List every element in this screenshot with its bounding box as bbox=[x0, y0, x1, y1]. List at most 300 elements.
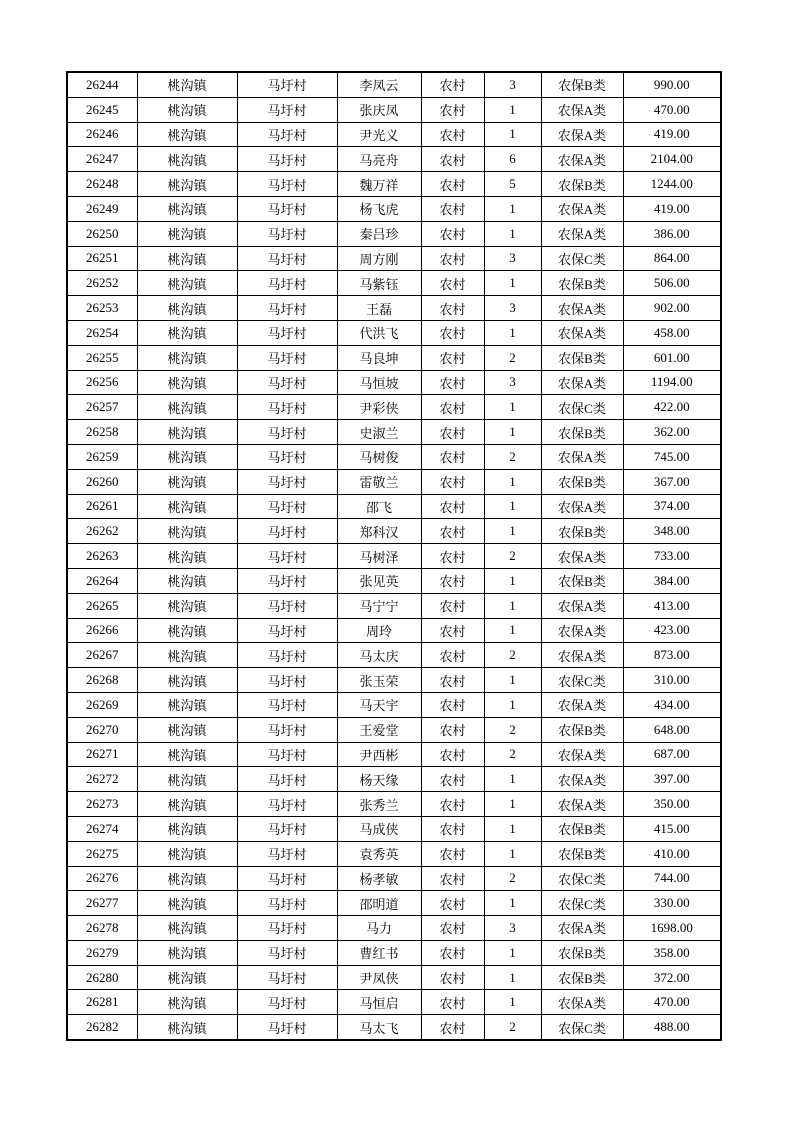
town-cell: 桃沟镇 bbox=[137, 692, 237, 717]
village-cell: 马圩村 bbox=[237, 196, 337, 221]
town-cell: 桃沟镇 bbox=[137, 345, 237, 370]
count-cell: 1 bbox=[484, 494, 541, 519]
town-cell: 桃沟镇 bbox=[137, 172, 237, 197]
village-cell: 马圩村 bbox=[237, 246, 337, 271]
type-cell: 农村 bbox=[421, 841, 484, 866]
name-cell: 马树俊 bbox=[337, 444, 421, 469]
category-cell: 农保C类 bbox=[541, 246, 623, 271]
serial-number-cell: 26255 bbox=[67, 345, 137, 370]
table-row bbox=[67, 742, 721, 767]
town-cell: 桃沟镇 bbox=[137, 816, 237, 841]
amount-cell: 397.00 bbox=[623, 767, 721, 792]
serial-number-cell: 26281 bbox=[67, 990, 137, 1015]
category-cell: 农保A类 bbox=[541, 990, 623, 1015]
category-cell: 农保B类 bbox=[541, 568, 623, 593]
serial-number-cell: 26244 bbox=[67, 72, 137, 97]
name-cell: 杨天缘 bbox=[337, 767, 421, 792]
serial-number-cell: 26270 bbox=[67, 717, 137, 742]
name-cell: 王磊 bbox=[337, 296, 421, 321]
serial-number-cell: 26275 bbox=[67, 841, 137, 866]
count-cell: 2 bbox=[484, 643, 541, 668]
town-cell: 桃沟镇 bbox=[137, 866, 237, 891]
category-cell: 农保B类 bbox=[541, 940, 623, 965]
village-cell: 马圩村 bbox=[237, 717, 337, 742]
category-cell: 农保C类 bbox=[541, 395, 623, 420]
category-cell: 农保B类 bbox=[541, 345, 623, 370]
table-row bbox=[67, 296, 721, 321]
serial-number-cell: 26254 bbox=[67, 320, 137, 345]
name-cell: 秦吕珍 bbox=[337, 221, 421, 246]
town-cell: 桃沟镇 bbox=[137, 668, 237, 693]
amount-cell: 419.00 bbox=[623, 122, 721, 147]
name-cell: 郑科汉 bbox=[337, 519, 421, 544]
amount-cell: 902.00 bbox=[623, 296, 721, 321]
village-cell: 马圩村 bbox=[237, 792, 337, 817]
village-cell: 马圩村 bbox=[237, 72, 337, 97]
name-cell: 魏万祥 bbox=[337, 172, 421, 197]
village-cell: 马圩村 bbox=[237, 965, 337, 990]
count-cell: 1 bbox=[484, 668, 541, 693]
town-cell: 桃沟镇 bbox=[137, 420, 237, 445]
town-cell: 桃沟镇 bbox=[137, 469, 237, 494]
town-cell: 桃沟镇 bbox=[137, 940, 237, 965]
type-cell: 农村 bbox=[421, 1015, 484, 1040]
table-row bbox=[67, 221, 721, 246]
village-cell: 马圩村 bbox=[237, 916, 337, 941]
village-cell: 马圩村 bbox=[237, 296, 337, 321]
category-cell: 农保A类 bbox=[541, 296, 623, 321]
serial-number-cell: 26269 bbox=[67, 692, 137, 717]
name-cell: 雷敬兰 bbox=[337, 469, 421, 494]
town-cell: 桃沟镇 bbox=[137, 147, 237, 172]
serial-number-cell: 26280 bbox=[67, 965, 137, 990]
category-cell: 农保A类 bbox=[541, 742, 623, 767]
table-row bbox=[67, 345, 721, 370]
type-cell: 农村 bbox=[421, 196, 484, 221]
type-cell: 农村 bbox=[421, 395, 484, 420]
town-cell: 桃沟镇 bbox=[137, 767, 237, 792]
name-cell: 李凤云 bbox=[337, 72, 421, 97]
table-row bbox=[67, 544, 721, 569]
type-cell: 农村 bbox=[421, 816, 484, 841]
records-table-body bbox=[67, 72, 721, 1040]
table-row bbox=[67, 767, 721, 792]
table-row bbox=[67, 618, 721, 643]
table-row bbox=[67, 668, 721, 693]
village-cell: 马圩村 bbox=[237, 271, 337, 296]
amount-cell: 419.00 bbox=[623, 196, 721, 221]
amount-cell: 410.00 bbox=[623, 841, 721, 866]
table-row bbox=[67, 643, 721, 668]
amount-cell: 1698.00 bbox=[623, 916, 721, 941]
category-cell: 农保B类 bbox=[541, 420, 623, 445]
type-cell: 农村 bbox=[421, 221, 484, 246]
count-cell: 6 bbox=[484, 147, 541, 172]
name-cell: 张庆凤 bbox=[337, 97, 421, 122]
serial-number-cell: 26258 bbox=[67, 420, 137, 445]
town-cell: 桃沟镇 bbox=[137, 221, 237, 246]
name-cell: 袁秀英 bbox=[337, 841, 421, 866]
count-cell: 1 bbox=[484, 196, 541, 221]
serial-number-cell: 26249 bbox=[67, 196, 137, 221]
type-cell: 农村 bbox=[421, 122, 484, 147]
name-cell: 张见英 bbox=[337, 568, 421, 593]
name-cell: 杨飞虎 bbox=[337, 196, 421, 221]
amount-cell: 458.00 bbox=[623, 320, 721, 345]
town-cell: 桃沟镇 bbox=[137, 72, 237, 97]
count-cell: 1 bbox=[484, 816, 541, 841]
amount-cell: 348.00 bbox=[623, 519, 721, 544]
amount-cell: 733.00 bbox=[623, 544, 721, 569]
count-cell: 3 bbox=[484, 916, 541, 941]
village-cell: 马圩村 bbox=[237, 692, 337, 717]
amount-cell: 413.00 bbox=[623, 593, 721, 618]
serial-number-cell: 26257 bbox=[67, 395, 137, 420]
village-cell: 马圩村 bbox=[237, 221, 337, 246]
category-cell: 农保A类 bbox=[541, 122, 623, 147]
table-row bbox=[67, 792, 721, 817]
count-cell: 1 bbox=[484, 891, 541, 916]
category-cell: 农保A类 bbox=[541, 320, 623, 345]
type-cell: 农村 bbox=[421, 668, 484, 693]
serial-number-cell: 26250 bbox=[67, 221, 137, 246]
village-cell: 马圩村 bbox=[237, 370, 337, 395]
name-cell: 周玲 bbox=[337, 618, 421, 643]
count-cell: 1 bbox=[484, 618, 541, 643]
name-cell: 邵飞 bbox=[337, 494, 421, 519]
town-cell: 桃沟镇 bbox=[137, 196, 237, 221]
village-cell: 马圩村 bbox=[237, 147, 337, 172]
village-cell: 马圩村 bbox=[237, 444, 337, 469]
village-cell: 马圩村 bbox=[237, 990, 337, 1015]
serial-number-cell: 26266 bbox=[67, 618, 137, 643]
type-cell: 农村 bbox=[421, 147, 484, 172]
amount-cell: 434.00 bbox=[623, 692, 721, 717]
village-cell: 马圩村 bbox=[237, 568, 337, 593]
category-cell: 农保A类 bbox=[541, 97, 623, 122]
town-cell: 桃沟镇 bbox=[137, 296, 237, 321]
village-cell: 马圩村 bbox=[237, 1015, 337, 1040]
type-cell: 农村 bbox=[421, 866, 484, 891]
count-cell: 2 bbox=[484, 345, 541, 370]
type-cell: 农村 bbox=[421, 891, 484, 916]
town-cell: 桃沟镇 bbox=[137, 320, 237, 345]
village-cell: 马圩村 bbox=[237, 420, 337, 445]
count-cell: 1 bbox=[484, 593, 541, 618]
village-cell: 马圩村 bbox=[237, 593, 337, 618]
name-cell: 尹彩侠 bbox=[337, 395, 421, 420]
count-cell: 1 bbox=[484, 469, 541, 494]
amount-cell: 358.00 bbox=[623, 940, 721, 965]
amount-cell: 470.00 bbox=[623, 990, 721, 1015]
serial-number-cell: 26256 bbox=[67, 370, 137, 395]
table-row bbox=[67, 519, 721, 544]
count-cell: 2 bbox=[484, 717, 541, 742]
table-row bbox=[67, 841, 721, 866]
table-row bbox=[67, 172, 721, 197]
village-cell: 马圩村 bbox=[237, 940, 337, 965]
table-row bbox=[67, 122, 721, 147]
count-cell: 2 bbox=[484, 444, 541, 469]
count-cell: 3 bbox=[484, 246, 541, 271]
type-cell: 农村 bbox=[421, 345, 484, 370]
name-cell: 杨孝敏 bbox=[337, 866, 421, 891]
count-cell: 1 bbox=[484, 990, 541, 1015]
category-cell: 农保A类 bbox=[541, 494, 623, 519]
name-cell: 马恒启 bbox=[337, 990, 421, 1015]
amount-cell: 873.00 bbox=[623, 643, 721, 668]
amount-cell: 2104.00 bbox=[623, 147, 721, 172]
type-cell: 农村 bbox=[421, 246, 484, 271]
category-cell: 农保B类 bbox=[541, 841, 623, 866]
type-cell: 农村 bbox=[421, 420, 484, 445]
town-cell: 桃沟镇 bbox=[137, 519, 237, 544]
type-cell: 农村 bbox=[421, 469, 484, 494]
count-cell: 3 bbox=[484, 296, 541, 321]
table-row bbox=[67, 593, 721, 618]
name-cell: 代洪飞 bbox=[337, 320, 421, 345]
name-cell: 马天宇 bbox=[337, 692, 421, 717]
serial-number-cell: 26268 bbox=[67, 668, 137, 693]
category-cell: 农保A类 bbox=[541, 593, 623, 618]
name-cell: 尹凤侠 bbox=[337, 965, 421, 990]
amount-cell: 687.00 bbox=[623, 742, 721, 767]
table-row bbox=[67, 97, 721, 122]
name-cell: 张秀兰 bbox=[337, 792, 421, 817]
type-cell: 农村 bbox=[421, 940, 484, 965]
table-row bbox=[67, 395, 721, 420]
category-cell: 农保A类 bbox=[541, 916, 623, 941]
category-cell: 农保B类 bbox=[541, 172, 623, 197]
records-table bbox=[66, 71, 722, 1041]
name-cell: 邵明道 bbox=[337, 891, 421, 916]
category-cell: 农保B类 bbox=[541, 271, 623, 296]
town-cell: 桃沟镇 bbox=[137, 246, 237, 271]
village-cell: 马圩村 bbox=[237, 668, 337, 693]
type-cell: 农村 bbox=[421, 519, 484, 544]
serial-number-cell: 26264 bbox=[67, 568, 137, 593]
amount-cell: 422.00 bbox=[623, 395, 721, 420]
village-cell: 马圩村 bbox=[237, 494, 337, 519]
village-cell: 马圩村 bbox=[237, 544, 337, 569]
town-cell: 桃沟镇 bbox=[137, 271, 237, 296]
count-cell: 2 bbox=[484, 742, 541, 767]
count-cell: 1 bbox=[484, 568, 541, 593]
type-cell: 农村 bbox=[421, 568, 484, 593]
village-cell: 马圩村 bbox=[237, 767, 337, 792]
town-cell: 桃沟镇 bbox=[137, 593, 237, 618]
count-cell: 1 bbox=[484, 692, 541, 717]
amount-cell: 864.00 bbox=[623, 246, 721, 271]
count-cell: 1 bbox=[484, 965, 541, 990]
category-cell: 农保A类 bbox=[541, 147, 623, 172]
village-cell: 马圩村 bbox=[237, 742, 337, 767]
town-cell: 桃沟镇 bbox=[137, 395, 237, 420]
amount-cell: 350.00 bbox=[623, 792, 721, 817]
category-cell: 农保A类 bbox=[541, 767, 623, 792]
table-row bbox=[67, 816, 721, 841]
serial-number-cell: 26272 bbox=[67, 767, 137, 792]
town-cell: 桃沟镇 bbox=[137, 618, 237, 643]
category-cell: 农保A类 bbox=[541, 618, 623, 643]
amount-cell: 745.00 bbox=[623, 444, 721, 469]
name-cell: 马太飞 bbox=[337, 1015, 421, 1040]
type-cell: 农村 bbox=[421, 717, 484, 742]
table-row bbox=[67, 568, 721, 593]
category-cell: 农保A类 bbox=[541, 221, 623, 246]
name-cell: 马树泽 bbox=[337, 544, 421, 569]
name-cell: 张玉荣 bbox=[337, 668, 421, 693]
village-cell: 马圩村 bbox=[237, 172, 337, 197]
count-cell: 1 bbox=[484, 320, 541, 345]
name-cell: 周方刚 bbox=[337, 246, 421, 271]
table-row bbox=[67, 444, 721, 469]
town-cell: 桃沟镇 bbox=[137, 544, 237, 569]
type-cell: 农村 bbox=[421, 767, 484, 792]
type-cell: 农村 bbox=[421, 916, 484, 941]
serial-number-cell: 26277 bbox=[67, 891, 137, 916]
town-cell: 桃沟镇 bbox=[137, 494, 237, 519]
amount-cell: 415.00 bbox=[623, 816, 721, 841]
serial-number-cell: 26276 bbox=[67, 866, 137, 891]
type-cell: 农村 bbox=[421, 593, 484, 618]
table-row bbox=[67, 370, 721, 395]
type-cell: 农村 bbox=[421, 296, 484, 321]
category-cell: 农保A类 bbox=[541, 643, 623, 668]
type-cell: 农村 bbox=[421, 618, 484, 643]
village-cell: 马圩村 bbox=[237, 891, 337, 916]
count-cell: 1 bbox=[484, 97, 541, 122]
table-row bbox=[67, 494, 721, 519]
amount-cell: 648.00 bbox=[623, 717, 721, 742]
amount-cell: 310.00 bbox=[623, 668, 721, 693]
type-cell: 农村 bbox=[421, 742, 484, 767]
category-cell: 农保A类 bbox=[541, 544, 623, 569]
name-cell: 马亮舟 bbox=[337, 147, 421, 172]
town-cell: 桃沟镇 bbox=[137, 370, 237, 395]
category-cell: 农保A类 bbox=[541, 692, 623, 717]
name-cell: 史淑兰 bbox=[337, 420, 421, 445]
serial-number-cell: 26260 bbox=[67, 469, 137, 494]
table-row bbox=[67, 692, 721, 717]
amount-cell: 1194.00 bbox=[623, 370, 721, 395]
serial-number-cell: 26262 bbox=[67, 519, 137, 544]
type-cell: 农村 bbox=[421, 494, 484, 519]
category-cell: 农保A类 bbox=[541, 444, 623, 469]
town-cell: 桃沟镇 bbox=[137, 742, 237, 767]
village-cell: 马圩村 bbox=[237, 841, 337, 866]
serial-number-cell: 26247 bbox=[67, 147, 137, 172]
category-cell: 农保A类 bbox=[541, 370, 623, 395]
table-row bbox=[67, 891, 721, 916]
amount-cell: 372.00 bbox=[623, 965, 721, 990]
serial-number-cell: 26278 bbox=[67, 916, 137, 941]
serial-number-cell: 26248 bbox=[67, 172, 137, 197]
table-row bbox=[67, 916, 721, 941]
serial-number-cell: 26259 bbox=[67, 444, 137, 469]
village-cell: 马圩村 bbox=[237, 618, 337, 643]
count-cell: 1 bbox=[484, 940, 541, 965]
type-cell: 农村 bbox=[421, 72, 484, 97]
amount-cell: 990.00 bbox=[623, 72, 721, 97]
village-cell: 马圩村 bbox=[237, 395, 337, 420]
category-cell: 农保A类 bbox=[541, 792, 623, 817]
name-cell: 尹光义 bbox=[337, 122, 421, 147]
category-cell: 农保B类 bbox=[541, 519, 623, 544]
village-cell: 马圩村 bbox=[237, 469, 337, 494]
amount-cell: 488.00 bbox=[623, 1015, 721, 1040]
type-cell: 农村 bbox=[421, 320, 484, 345]
table-row bbox=[67, 866, 721, 891]
serial-number-cell: 26253 bbox=[67, 296, 137, 321]
serial-number-cell: 26261 bbox=[67, 494, 137, 519]
town-cell: 桃沟镇 bbox=[137, 792, 237, 817]
category-cell: 农保C类 bbox=[541, 1015, 623, 1040]
table-row bbox=[67, 320, 721, 345]
type-cell: 农村 bbox=[421, 544, 484, 569]
count-cell: 1 bbox=[484, 841, 541, 866]
town-cell: 桃沟镇 bbox=[137, 568, 237, 593]
serial-number-cell: 26271 bbox=[67, 742, 137, 767]
serial-number-cell: 26245 bbox=[67, 97, 137, 122]
village-cell: 马圩村 bbox=[237, 345, 337, 370]
category-cell: 农保B类 bbox=[541, 816, 623, 841]
count-cell: 1 bbox=[484, 420, 541, 445]
count-cell: 3 bbox=[484, 72, 541, 97]
category-cell: 农保B类 bbox=[541, 717, 623, 742]
count-cell: 2 bbox=[484, 544, 541, 569]
town-cell: 桃沟镇 bbox=[137, 990, 237, 1015]
serial-number-cell: 26282 bbox=[67, 1015, 137, 1040]
amount-cell: 506.00 bbox=[623, 271, 721, 296]
village-cell: 马圩村 bbox=[237, 519, 337, 544]
count-cell: 3 bbox=[484, 370, 541, 395]
town-cell: 桃沟镇 bbox=[137, 965, 237, 990]
category-cell: 农保C类 bbox=[541, 866, 623, 891]
serial-number-cell: 26274 bbox=[67, 816, 137, 841]
serial-number-cell: 26267 bbox=[67, 643, 137, 668]
category-cell: 农保C类 bbox=[541, 891, 623, 916]
table-row bbox=[67, 271, 721, 296]
serial-number-cell: 26251 bbox=[67, 246, 137, 271]
village-cell: 马圩村 bbox=[237, 320, 337, 345]
category-cell: 农保C类 bbox=[541, 668, 623, 693]
village-cell: 马圩村 bbox=[237, 816, 337, 841]
serial-number-cell: 26279 bbox=[67, 940, 137, 965]
table-row bbox=[67, 717, 721, 742]
amount-cell: 367.00 bbox=[623, 469, 721, 494]
category-cell: 农保B类 bbox=[541, 965, 623, 990]
name-cell: 马成侠 bbox=[337, 816, 421, 841]
count-cell: 1 bbox=[484, 767, 541, 792]
name-cell: 马恒坡 bbox=[337, 370, 421, 395]
type-cell: 农村 bbox=[421, 271, 484, 296]
type-cell: 农村 bbox=[421, 97, 484, 122]
count-cell: 1 bbox=[484, 792, 541, 817]
count-cell: 1 bbox=[484, 271, 541, 296]
table-row bbox=[67, 420, 721, 445]
amount-cell: 470.00 bbox=[623, 97, 721, 122]
town-cell: 桃沟镇 bbox=[137, 1015, 237, 1040]
town-cell: 桃沟镇 bbox=[137, 717, 237, 742]
count-cell: 2 bbox=[484, 866, 541, 891]
table-row bbox=[67, 965, 721, 990]
name-cell: 马力 bbox=[337, 916, 421, 941]
type-cell: 农村 bbox=[421, 692, 484, 717]
type-cell: 农村 bbox=[421, 965, 484, 990]
count-cell: 1 bbox=[484, 519, 541, 544]
name-cell: 王爱堂 bbox=[337, 717, 421, 742]
